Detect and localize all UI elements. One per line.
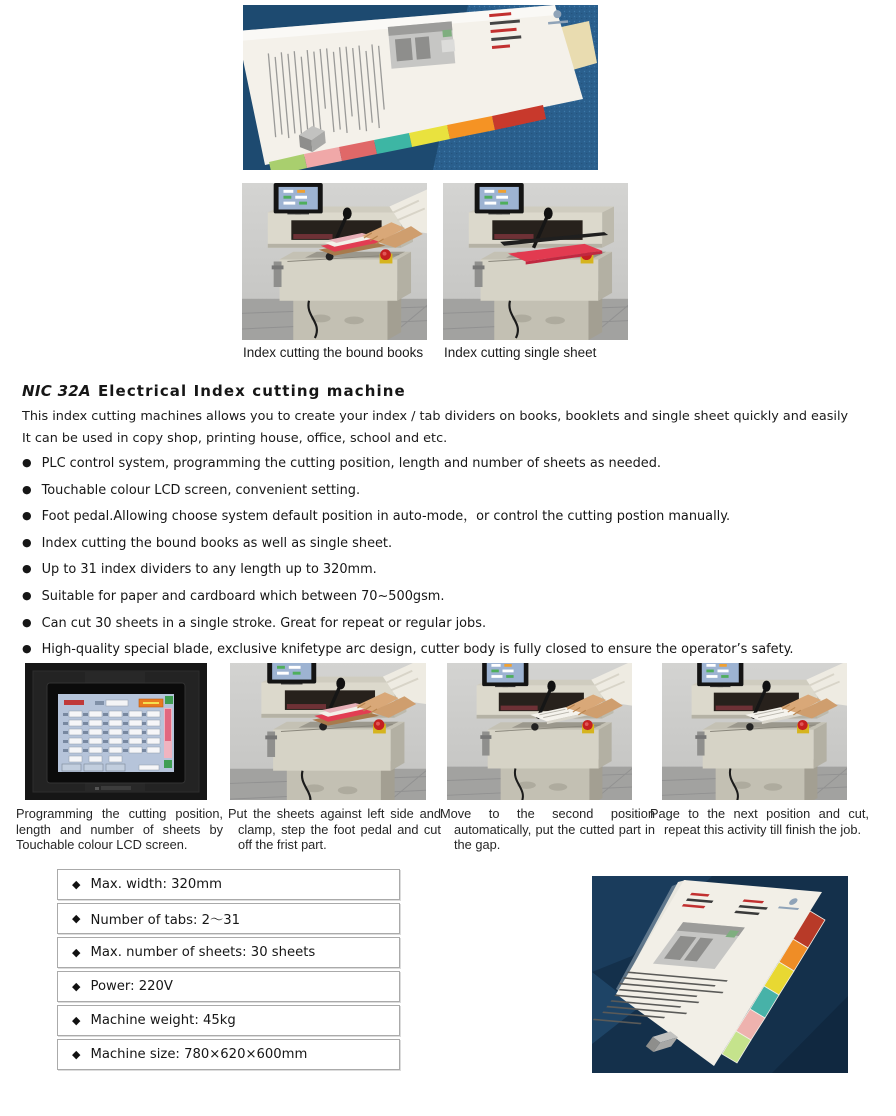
step-caption-4: Page to the next position and cut, repeat this activity till finish the job.	[650, 806, 869, 837]
intro-paragraph	[22, 406, 894, 449]
model-name: NIC 32A	[22, 382, 91, 400]
spec-row-number-of-tabs	[57, 903, 400, 934]
feature-text: Touchable colour LCD screen, convenient setting.	[41, 482, 361, 498]
spec-text: Machine size: 780×620×600mm	[90, 1047, 308, 1062]
product-title: Electrical Index cutting machine	[97, 382, 406, 400]
bullet-icon: ●	[22, 482, 32, 496]
brochure-with-index-tabs-photo	[243, 5, 598, 170]
feature-list	[22, 455, 794, 668]
bullet-icon: ●	[22, 509, 32, 523]
step-caption-2: Put the sheets against left side and clamp, step the foot pedal and cut off the frist part.	[228, 806, 441, 853]
spec-row-max-width	[57, 869, 400, 900]
spec-text: Machine weight: 45kg	[90, 1013, 236, 1028]
spec-row-weight	[57, 1005, 400, 1036]
feature-item	[22, 535, 794, 553]
feature-text: Index cutting the bound books as well as single sheet.	[41, 535, 393, 551]
spec-row-size	[57, 1039, 400, 1070]
spec-row-power	[57, 971, 400, 1002]
feature-item	[22, 455, 794, 473]
spec-row-max-sheets	[57, 937, 400, 968]
step-caption-3: Move to the second position automatically, put the cutted part in the gap.	[440, 806, 655, 853]
bullet-icon: ●	[22, 562, 32, 576]
feature-text: Suitable for paper and cardboard which between 70~500gsm.	[41, 588, 445, 604]
spec-text: Power: 220V	[90, 979, 173, 994]
brochure-tabs-angled-photo	[592, 876, 848, 1073]
feature-text: Up to 31 index dividers to any length up to 320mm.	[41, 562, 377, 578]
photo-caption-bound-books: Index cutting the bound books	[243, 345, 424, 360]
spec-text: Max. number of sheets: 30 sheets	[90, 945, 316, 960]
feature-item	[22, 561, 794, 579]
spec-text: Number of tabs: 2～31	[90, 913, 241, 928]
bullet-icon: ●	[22, 642, 32, 656]
machine-cutting-single-sheet-photo	[443, 183, 628, 340]
feature-text: Foot pedal.Allowing choose system default position in auto-mode，or control the cutting postion manually.	[41, 509, 731, 525]
lcd-touchscreen-photo	[25, 663, 207, 800]
diamond-icon: ◆	[72, 980, 81, 993]
step-caption-1: Programming the cutting position, length and number of sheets by Touchable colour LCD screen.	[16, 806, 223, 853]
step-photo-second-position	[447, 663, 632, 800]
diamond-icon: ◆	[72, 1048, 81, 1061]
feature-text: High-quality special blade, exclusive knifetype arc design, cutter body is fully closed to ensure the operator’s safety.	[41, 642, 794, 658]
diamond-icon: ◆	[72, 946, 81, 959]
feature-item	[22, 588, 794, 606]
step-photo-clamp-and-cut	[230, 663, 426, 800]
feature-text: Can cut 30 sheets in a single stroke. Great for repeat or regular jobs.	[41, 615, 487, 631]
bullet-icon: ●	[22, 615, 32, 629]
feature-text: PLC control system, programming the cutting position, length and number of sheets as needed.	[41, 456, 661, 471]
feature-item	[22, 615, 794, 633]
spec-table	[57, 869, 400, 1073]
feature-item	[22, 482, 794, 500]
machine-cutting-bound-books-photo	[242, 183, 427, 340]
bullet-icon: ●	[22, 535, 32, 549]
diamond-icon: ◆	[72, 878, 81, 891]
spec-text: Max. width: 320mm	[90, 877, 222, 892]
intro-line-2: It can be used in copy shop, printing house, office, school and etc.	[22, 430, 448, 446]
photo-caption-single-sheet: Index cutting single sheet	[444, 345, 597, 360]
intro-line-1: This index cutting machines allows you to create your index / tab dividers on books, booklets and single sheet quickly and easily	[22, 409, 849, 424]
step-photo-next-position	[662, 663, 847, 800]
diamond-icon: ◆	[72, 912, 81, 925]
feature-item	[22, 641, 794, 659]
diamond-icon: ◆	[72, 1014, 81, 1027]
page-title	[22, 382, 406, 400]
bullet-icon: ●	[22, 588, 32, 602]
bullet-icon: ●	[22, 456, 32, 469]
feature-item	[22, 508, 794, 526]
